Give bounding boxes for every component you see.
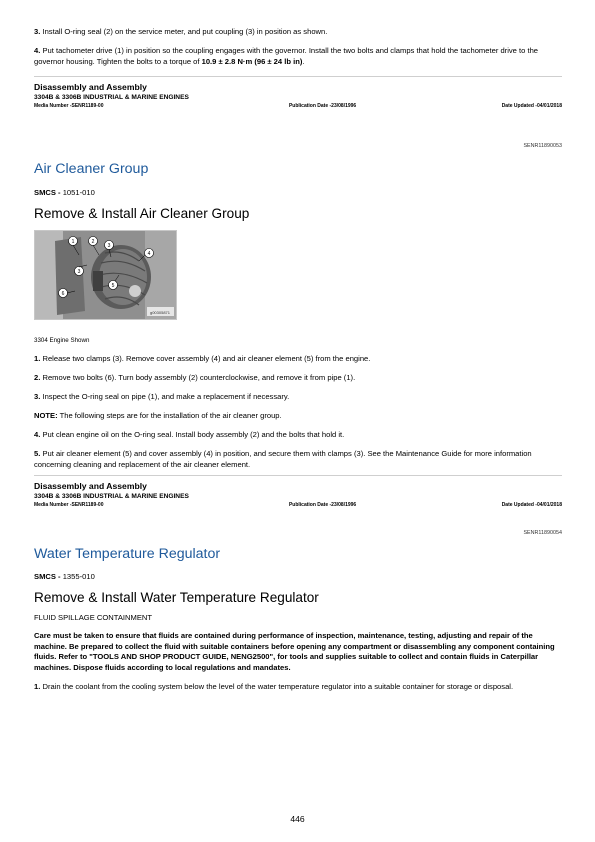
page-number: 446 bbox=[290, 814, 305, 824]
callout-5: 5 bbox=[111, 283, 115, 289]
section-title-air-cleaner: Air Cleaner Group bbox=[34, 161, 149, 177]
callout-3b: 3 bbox=[77, 269, 81, 275]
doc-banner-2 bbox=[34, 476, 562, 509]
engine-photo-graphic bbox=[35, 231, 176, 319]
doc-id: SENR11890053 bbox=[523, 143, 562, 149]
air-cleaner-steps bbox=[34, 353, 562, 470]
step-3: 3. Inspect the O-ring seal on pipe (1), and make a replacement if necessary. bbox=[34, 392, 290, 401]
figure-id: g00305871 bbox=[149, 310, 171, 315]
banner-engines: 3304B & 3306B INDUSTRIAL & MARINE ENGINES bbox=[34, 94, 189, 101]
date-updated: Date Updated -04/01/2018 bbox=[501, 502, 562, 508]
media-number: Media Number -SENR1189-00 bbox=[34, 103, 104, 109]
step-4: 4. Put clean engine oil on the O-ring seal. Install body assembly (2) and the bolts that hold it. bbox=[34, 430, 345, 439]
figure-caption: 3304 Engine Shown bbox=[34, 337, 90, 344]
water-step-1: 1. Drain the coolant from the cooling system below the level of the water temperature regulator into a suitable container for storage or disposal. bbox=[34, 682, 514, 692]
step-install-tachometer: 4. Put tachometer drive (1) in position so the coupling engages with the governor. Install the two bolts and clamps that hold the tachometer drive to the governor housing. Tighten the bolts to a torque of 10.9 ± 2.8 N·m (96 ± 24 lb in). bbox=[34, 46, 539, 66]
publication-date: Publication Date -23/08/1996 bbox=[288, 103, 357, 109]
smcs-code: SMCS - 1051-010 bbox=[34, 188, 95, 197]
callout-4: 4 bbox=[147, 251, 151, 257]
doc-id-2: SENR11890054 bbox=[523, 530, 562, 536]
callout-1: 1 bbox=[71, 239, 75, 245]
banner-title: Disassembly and Assembly bbox=[34, 82, 147, 92]
callout-3a: 3 bbox=[107, 243, 111, 249]
publication-date: Publication Date -23/08/1996 bbox=[288, 502, 357, 508]
step-5: 5. Put air cleaner element (5) and cover assembly (4) in position, and secure them with clamps (3). See the Maintenance Guide for more information concerning cleaning and replacement of the air cleaner element. bbox=[34, 449, 532, 469]
media-number: Media Number -SENR1189-00 bbox=[34, 502, 104, 508]
fluid-spillage-warning: Care must be taken to ensure that fluids are contained during performance of inspection, maintenance, testing, adjusting and repair of the machine. Be prepared to collect the fluid with suitable containers before opening any compartment or disassembling any component containing fluids. Refer to "TOOLS AND SHOP PRODUCT GUIDE, NENG2500", for tools and supplies suitable to collect and contain fluids in Caterpillar machines. Dispose fluids according to local regulations and mandates. bbox=[34, 631, 555, 672]
procedure-title-water-regulator: Remove & Install Water Temperature Regulator bbox=[34, 590, 319, 605]
banner-meta bbox=[34, 102, 562, 110]
procedure-title-air-cleaner: Remove & Install Air Cleaner Group bbox=[34, 206, 250, 221]
callout-2: 2 bbox=[91, 239, 95, 245]
step-install-oring: 3. Install O-ring seal (2) on the service meter, and put coupling (3) in position as shown. bbox=[34, 27, 328, 36]
page-content bbox=[34, 26, 562, 700]
note: NOTE: The following steps are for the installation of the air cleaner group. bbox=[34, 411, 282, 420]
doc-banner bbox=[34, 77, 562, 110]
step-2: 2. Remove two bolts (6). Turn body assembly (2) counterclockwise, and remove it from pipe (1). bbox=[34, 373, 356, 382]
banner-title: Disassembly and Assembly bbox=[34, 481, 147, 491]
smcs-code-2: SMCS - 1355-010 bbox=[34, 572, 95, 581]
section-title-water-regulator: Water Temperature Regulator bbox=[34, 546, 221, 562]
date-updated: Date Updated -04/01/2018 bbox=[501, 103, 562, 109]
banner-meta bbox=[34, 501, 562, 509]
callout-6: 6 bbox=[61, 291, 65, 297]
step-1: 1. Release two clamps (3). Remove cover assembly (4) and air cleaner element (5) from the engine. bbox=[34, 354, 371, 363]
fluid-spillage-heading: FLUID SPILLAGE CONTAINMENT bbox=[34, 613, 153, 622]
air-cleaner-illustration bbox=[34, 230, 177, 320]
banner-engines: 3304B & 3306B INDUSTRIAL & MARINE ENGINES bbox=[34, 493, 189, 500]
